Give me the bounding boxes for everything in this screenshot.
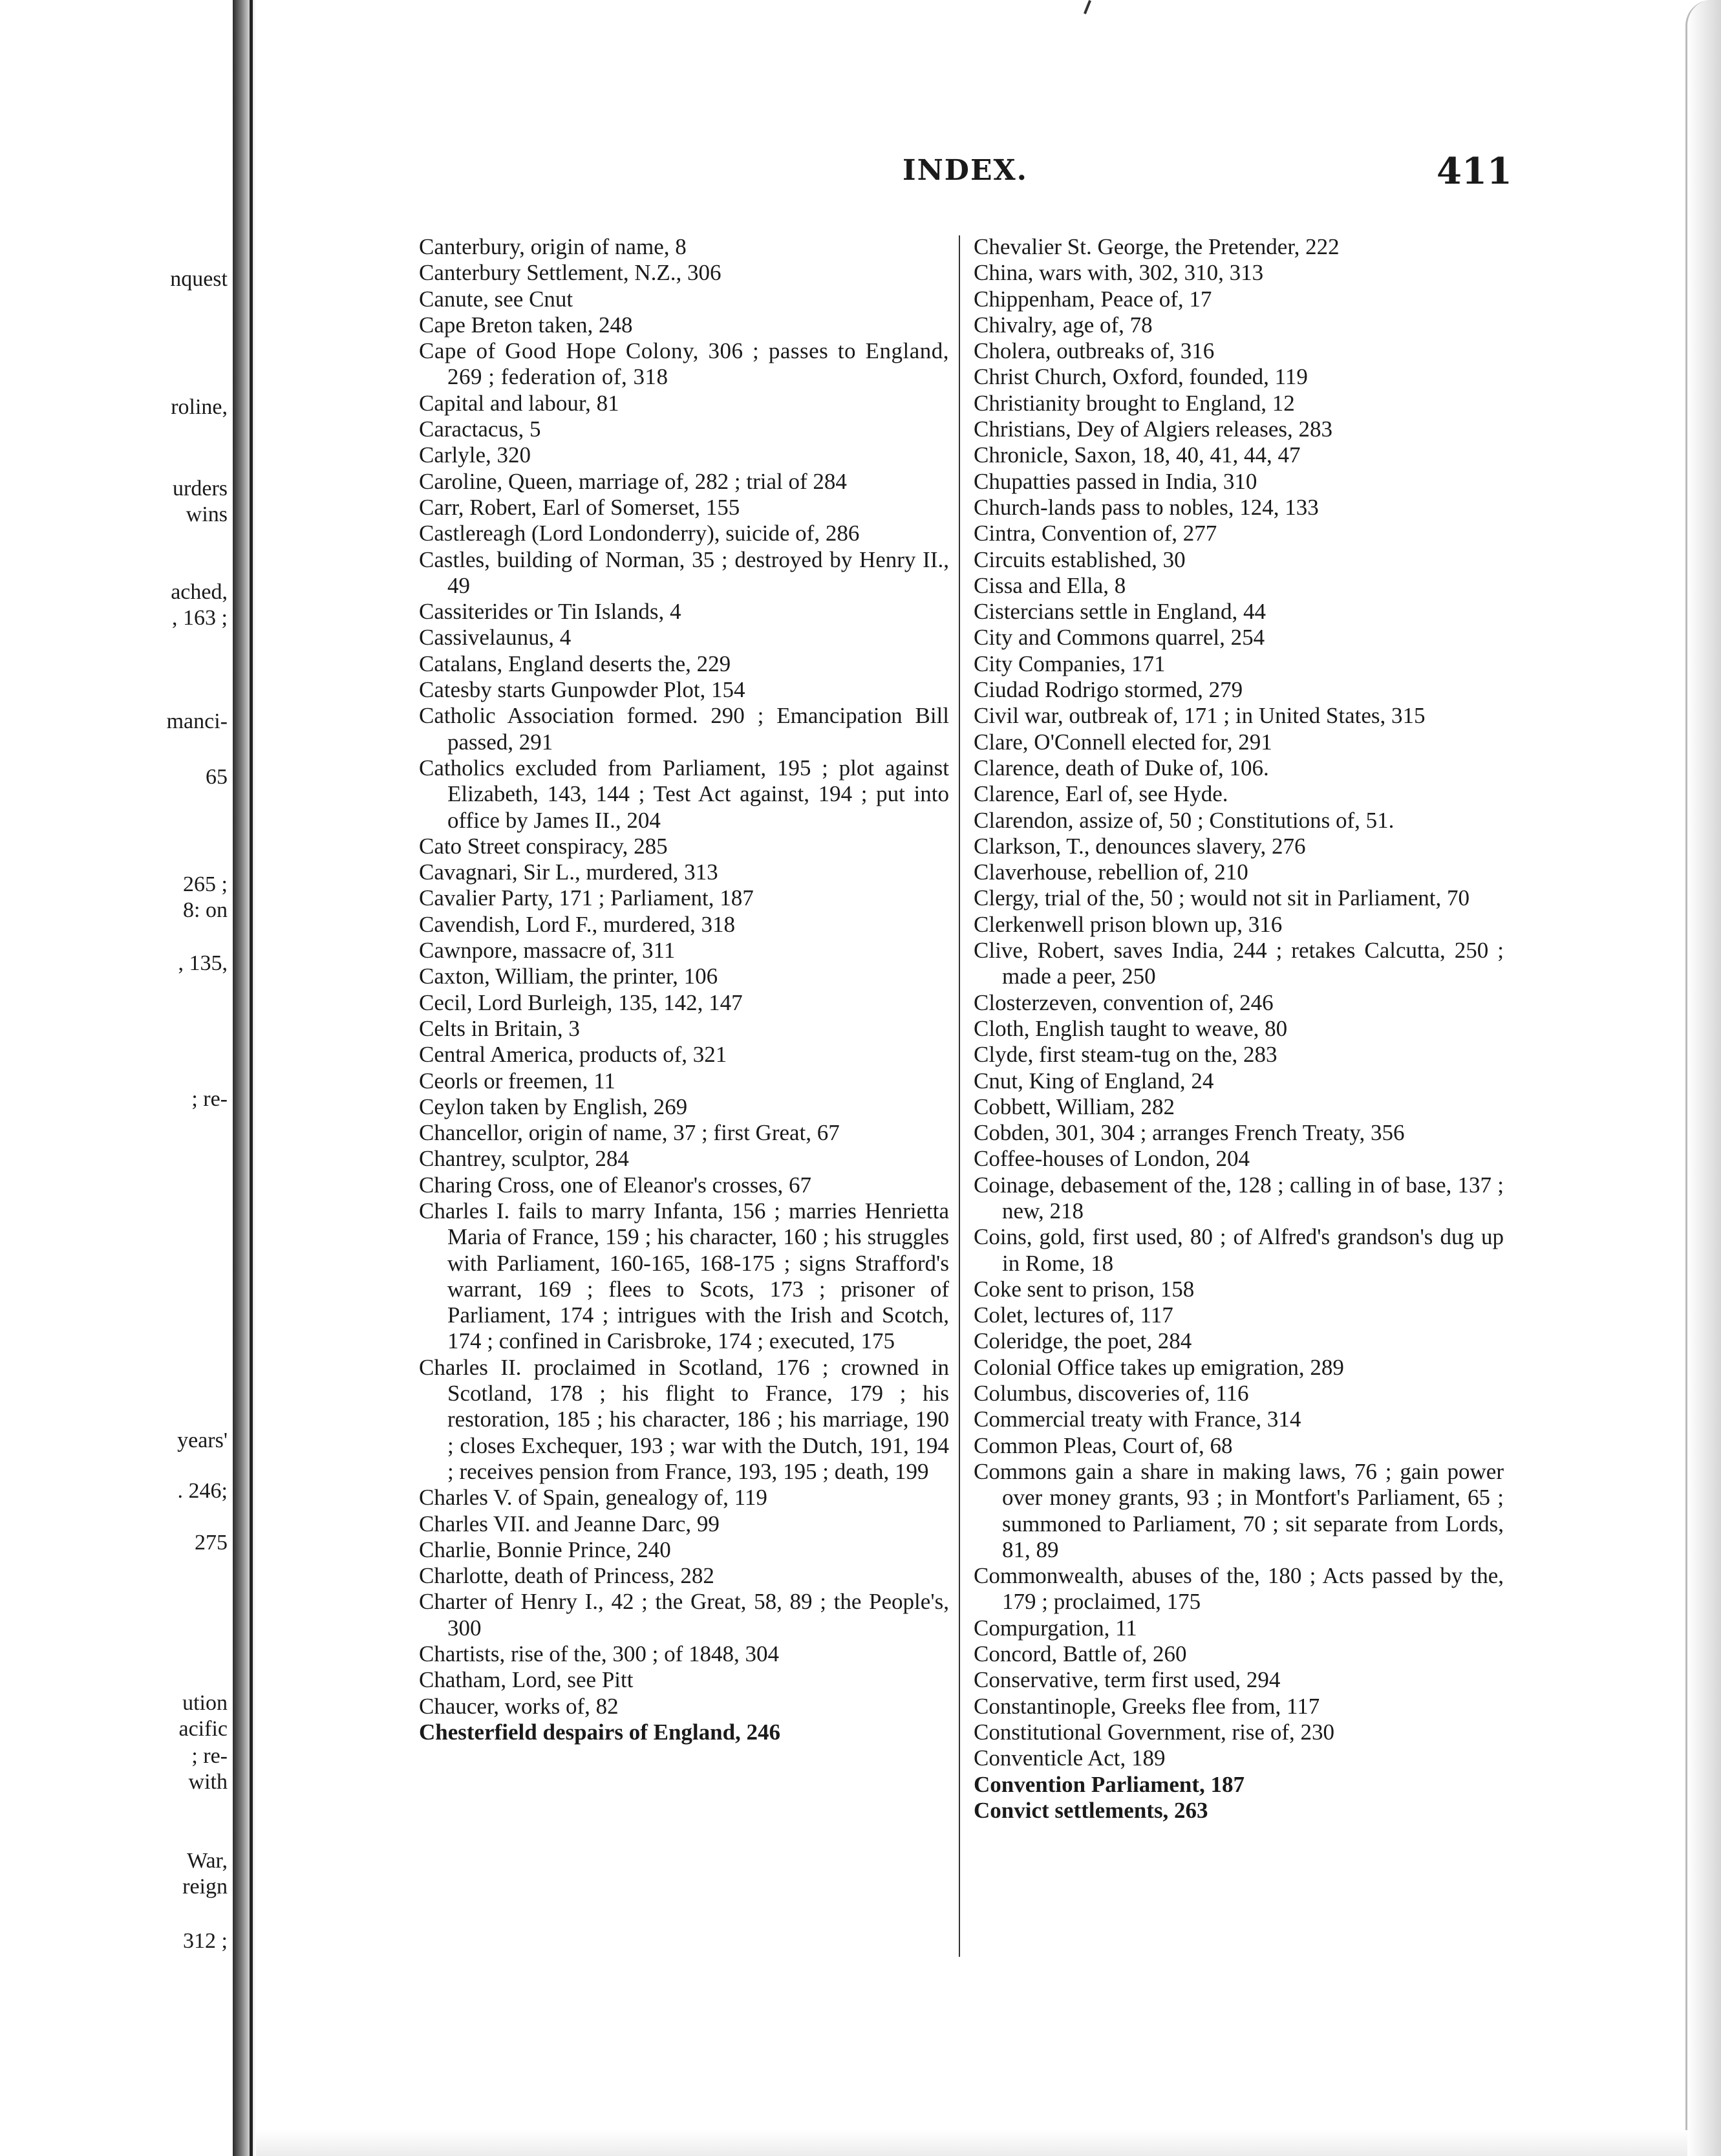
index-entry: Clergy, trial of the, 50 ; would not sit in Parliament, 70 bbox=[974, 885, 1470, 911]
index-entry: Constantinople, Greeks flee from, 117 bbox=[974, 1693, 1320, 1719]
index-entry: Cato Street conspiracy, 285 bbox=[419, 833, 668, 859]
index-entry: Catholic Association formed. 290 ; Emancipation Bill passed, 291 bbox=[419, 703, 949, 755]
index-entry: Concord, Battle of, 260 bbox=[974, 1641, 1187, 1667]
index-entry: Carr, Robert, Earl of Somerset, 155 bbox=[419, 494, 740, 520]
index-entry: Chevalier St. George, the Pretender, 222 bbox=[974, 234, 1340, 259]
index-entry: Central America, products of, 321 bbox=[419, 1042, 727, 1068]
index-entry: Cloth, English taught to weave, 80 bbox=[974, 1015, 1288, 1041]
index-entry: Colet, lectures of, 117 bbox=[974, 1302, 1173, 1328]
left-fragment-18: with bbox=[188, 1770, 228, 1794]
index-entry: Cecil, Lord Burleigh, 135, 142, 147 bbox=[419, 989, 743, 1015]
left-fragment-3: wins bbox=[186, 502, 228, 526]
index-entry: Coke sent to prison, 158 bbox=[974, 1276, 1195, 1302]
index-entry: Charlotte, death of Princess, 282 bbox=[419, 1563, 714, 1589]
left-fragment-16: acific bbox=[178, 1717, 228, 1741]
index-entry: Claverhouse, rebellion of, 210 bbox=[974, 859, 1248, 885]
index-entry: Clyde, first steam-tug on the, 283 bbox=[974, 1042, 1277, 1068]
index-entry: Cobbett, William, 282 bbox=[974, 1094, 1175, 1119]
index-entry: Coinage, debasement of the, 128 ; calling in of base, 137 ; new, 218 bbox=[974, 1172, 1504, 1224]
index-entry: Cape Breton taken, 248 bbox=[419, 312, 633, 338]
index-entry: Chantrey, sculptor, 284 bbox=[419, 1146, 629, 1172]
left-fragment-10: , 135, bbox=[178, 951, 228, 975]
index-entry: Clarence, death of Duke of, 106. bbox=[974, 755, 1269, 781]
index-entry: Castlereagh (Lord Londonderry), suicide of, 286 bbox=[419, 521, 860, 546]
index-entry: Clarendon, assize of, 50 ; Constitutions of, 51. bbox=[974, 807, 1395, 833]
index-entry: Chippenham, Peace of, 17 bbox=[974, 286, 1212, 312]
left-fragment-7: 65 bbox=[206, 765, 228, 789]
index-entry: Constitutional Government, rise of, 230 bbox=[974, 1719, 1334, 1745]
left-fragment-0: nquest bbox=[170, 267, 228, 291]
index-entry: Clarence, Earl of, see Hyde. bbox=[974, 781, 1228, 807]
pencil-mark bbox=[1084, 0, 1091, 14]
left-fragment-19: War, bbox=[187, 1849, 228, 1873]
index-entry: Ciudad Rodrigo stormed, 279 bbox=[974, 677, 1243, 703]
left-fragment-13: . 246; bbox=[177, 1479, 228, 1503]
left-fragment-15: ution bbox=[182, 1691, 228, 1715]
running-header: INDEX. bbox=[903, 154, 1028, 187]
index-entry: Closterzeven, convention of, 246 bbox=[974, 989, 1274, 1015]
index-entry: Cavalier Party, 171 ; Parliament, 187 bbox=[419, 885, 754, 911]
index-entry: Circuits established, 30 bbox=[974, 546, 1186, 572]
index-entry: Catesby starts Gunpowder Plot, 154 bbox=[419, 677, 745, 703]
index-entry: Chaucer, works of, 82 bbox=[419, 1693, 619, 1719]
index-entry: Cawnpore, massacre of, 311 bbox=[419, 938, 676, 964]
column-divider bbox=[959, 235, 960, 1957]
index-entry: Coleridge, the poet, 284 bbox=[974, 1328, 1192, 1354]
index-entry: Commercial treaty with France, 314 bbox=[974, 1407, 1301, 1432]
page-bottom-shade bbox=[256, 2130, 1687, 2156]
index-entry: Caroline, Queen, marriage of, 282 ; trial of 284 bbox=[419, 468, 847, 494]
index-entry: Cavagnari, Sir L., murdered, 313 bbox=[419, 859, 718, 885]
page-edge bbox=[1685, 0, 1721, 2156]
left-fragment-21: 312 ; bbox=[183, 1929, 228, 1953]
index-entry: Chatham, Lord, see Pitt bbox=[419, 1667, 634, 1693]
index-entry: Christianity brought to England, 12 bbox=[974, 390, 1295, 416]
left-fragment-2: urders bbox=[173, 477, 228, 501]
index-entry: Coffee-houses of London, 204 bbox=[974, 1146, 1250, 1172]
index-entry: Cintra, Convention of, 277 bbox=[974, 521, 1217, 546]
index-entry: Clarkson, T., denounces slavery, 276 bbox=[974, 833, 1306, 859]
index-entry: Convict settlements, 263 bbox=[974, 1797, 1208, 1823]
index-entry: Catalans, England deserts the, 229 bbox=[419, 651, 731, 676]
index-entry: Christ Church, Oxford, founded, 119 bbox=[974, 364, 1308, 390]
index-entry: Coins, gold, first used, 80 ; of Alfred's grandson's dug up in Rome, 18 bbox=[974, 1224, 1504, 1276]
index-entry: Commons gain a share in making laws, 76 ; gain power over money grants, 93 ; in Montfort's Parliament, 65 ; summoned to Parliament, 70 ; sit separate from Lords, 81, 89 bbox=[974, 1458, 1504, 1562]
index-entry: Carlyle, 320 bbox=[419, 442, 531, 468]
left-fragment-20: reign bbox=[182, 1875, 228, 1899]
left-fragment-9: 8: on bbox=[183, 898, 228, 922]
index-entry: Charing Cross, one of Eleanor's crosses, 67 bbox=[419, 1172, 812, 1198]
index-entry: City and Commons quarrel, 254 bbox=[974, 625, 1265, 651]
index-entry: Caxton, William, the printer, 106 bbox=[419, 964, 718, 989]
index-entry: Church-lands pass to nobles, 124, 133 bbox=[974, 494, 1319, 520]
index-entry: Charles VII. and Jeanne Darc, 99 bbox=[419, 1511, 720, 1536]
index-entry: Compurgation, 11 bbox=[974, 1615, 1137, 1641]
index-entry: Canterbury Settlement, N.Z., 306 bbox=[419, 260, 722, 286]
page-number: 411 bbox=[1437, 150, 1512, 193]
left-fragment-17: ; re- bbox=[191, 1744, 228, 1768]
index-entry: Cholera, outbreaks of, 316 bbox=[974, 338, 1215, 364]
index-entry: Celts in Britain, 3 bbox=[419, 1015, 580, 1041]
left-fragment-14: 275 bbox=[195, 1531, 228, 1555]
index-entry: Chartists, rise of the, 300 ; of 1848, 304 bbox=[419, 1641, 780, 1667]
index-entry: Charles V. of Spain, genealogy of, 119 bbox=[419, 1485, 767, 1511]
index-entry: Civil war, outbreak of, 171 ; in United States, 315 bbox=[974, 703, 1426, 729]
index-entry: Columbus, discoveries of, 116 bbox=[974, 1381, 1249, 1407]
index-entry: Charles I. fails to marry Infanta, 156 ; marries Henrietta Maria of France, 159 ; his character, 160 ; his struggles with Parliament, 160-165, 168-175 ; signs Strafford's warrant, 169 ; flees to Scots, 173 ; prisoner of Parliament, 174 ; intrigues with the Irish and Scotch, 174 ; confined in Carisbroke, 174 ; executed, 175 bbox=[419, 1198, 949, 1354]
index-column-left bbox=[419, 234, 949, 1745]
index-entry: Charles II. proclaimed in Scotland, 176 ; crowned in Scotland, 178 ; his flight to France, 179 ; his restoration, 185 ; his character, 186 ; his marriage, 190 ; closes Exchequer, 193 ; war with the Dutch, 191, 194 ; receives pension from France, 193, 195 ; death, 199 bbox=[419, 1354, 949, 1484]
index-entry: Canute, see Cnut bbox=[419, 286, 573, 312]
index-entry: Chivalry, age of, 78 bbox=[974, 312, 1153, 338]
index-entry: China, wars with, 302, 310, 313 bbox=[974, 260, 1264, 286]
index-entry: Colonial Office takes up emigration, 289 bbox=[974, 1354, 1344, 1380]
index-entry: Castles, building of Norman, 35 ; destroyed by Henry II., 49 bbox=[419, 546, 949, 598]
index-entry: Canterbury, origin of name, 8 bbox=[419, 234, 687, 259]
left-fragment-4: ached, bbox=[171, 580, 228, 604]
index-entry: Clive, Robert, saves India, 244 ; retakes Calcutta, 250 ; made a peer, 250 bbox=[974, 938, 1504, 989]
index-entry: Cobden, 301, 304 ; arranges French Treaty, 356 bbox=[974, 1120, 1405, 1146]
binding-edge bbox=[250, 0, 253, 2156]
index-entry: Convention Parliament, 187 bbox=[974, 1771, 1245, 1797]
index-entry: Cape of Good Hope Colony, 306 ; passes to England, 269 ; federation of, 318 bbox=[419, 338, 949, 390]
index-entry: Chupatties passed in India, 310 bbox=[974, 468, 1257, 494]
index-entry: Chronicle, Saxon, 18, 40, 41, 44, 47 bbox=[974, 442, 1301, 468]
index-entry: Charlie, Bonnie Prince, 240 bbox=[419, 1536, 671, 1562]
left-fragment-11: ; re- bbox=[191, 1087, 228, 1111]
index-entry: Caractacus, 5 bbox=[419, 416, 541, 442]
index-entry: City Companies, 171 bbox=[974, 651, 1166, 676]
left-page-fragment bbox=[0, 0, 233, 2156]
index-entry: Common Pleas, Court of, 68 bbox=[974, 1432, 1233, 1458]
index-entry: Cavendish, Lord F., murdered, 318 bbox=[419, 911, 736, 937]
index-entry: Cassiterides or Tin Islands, 4 bbox=[419, 599, 681, 625]
index-entry: Ceorls or freemen, 11 bbox=[419, 1068, 615, 1094]
index-entry: Clerkenwell prison blown up, 316 bbox=[974, 911, 1283, 937]
index-entry: Conventicle Act, 189 bbox=[974, 1745, 1166, 1771]
left-fragment-6: manci- bbox=[166, 709, 228, 733]
left-fragment-1: roline, bbox=[171, 395, 228, 419]
index-entry: Catholics excluded from Parliament, 195 ; plot against Elizabeth, 143, 144 ; Test Act against, 194 ; put into office by James II., 204 bbox=[419, 755, 949, 833]
index-entry: Commonwealth, abuses of the, 180 ; Acts passed by the, 179 ; proclaimed, 175 bbox=[974, 1563, 1504, 1615]
index-entry: Chesterfield despairs of England, 246 bbox=[419, 1719, 781, 1745]
left-fragment-8: 265 ; bbox=[183, 872, 228, 896]
index-entry: Ceylon taken by English, 269 bbox=[419, 1094, 688, 1119]
index-entry: Charter of Henry I., 42 ; the Great, 58, 89 ; the People's, 300 bbox=[419, 1589, 949, 1641]
index-entry: Cissa and Ella, 8 bbox=[974, 572, 1126, 598]
index-entry: Clare, O'Connell elected for, 291 bbox=[974, 729, 1272, 755]
index-entry: Cassivelaunus, 4 bbox=[419, 625, 572, 651]
index-entry: Cnut, King of England, 24 bbox=[974, 1068, 1214, 1094]
left-fragment-5: , 163 ; bbox=[172, 606, 228, 630]
index-entry: Christians, Dey of Algiers releases, 283 bbox=[974, 416, 1333, 442]
index-entry: Conservative, term first used, 294 bbox=[974, 1667, 1281, 1693]
left-fragment-12: years' bbox=[177, 1428, 228, 1452]
index-entry: Capital and labour, 81 bbox=[419, 390, 619, 416]
index-entry: Chancellor, origin of name, 37 ; first Great, 67 bbox=[419, 1120, 840, 1146]
index-entry: Cistercians settle in England, 44 bbox=[974, 599, 1266, 625]
index-column-right bbox=[974, 234, 1504, 1824]
